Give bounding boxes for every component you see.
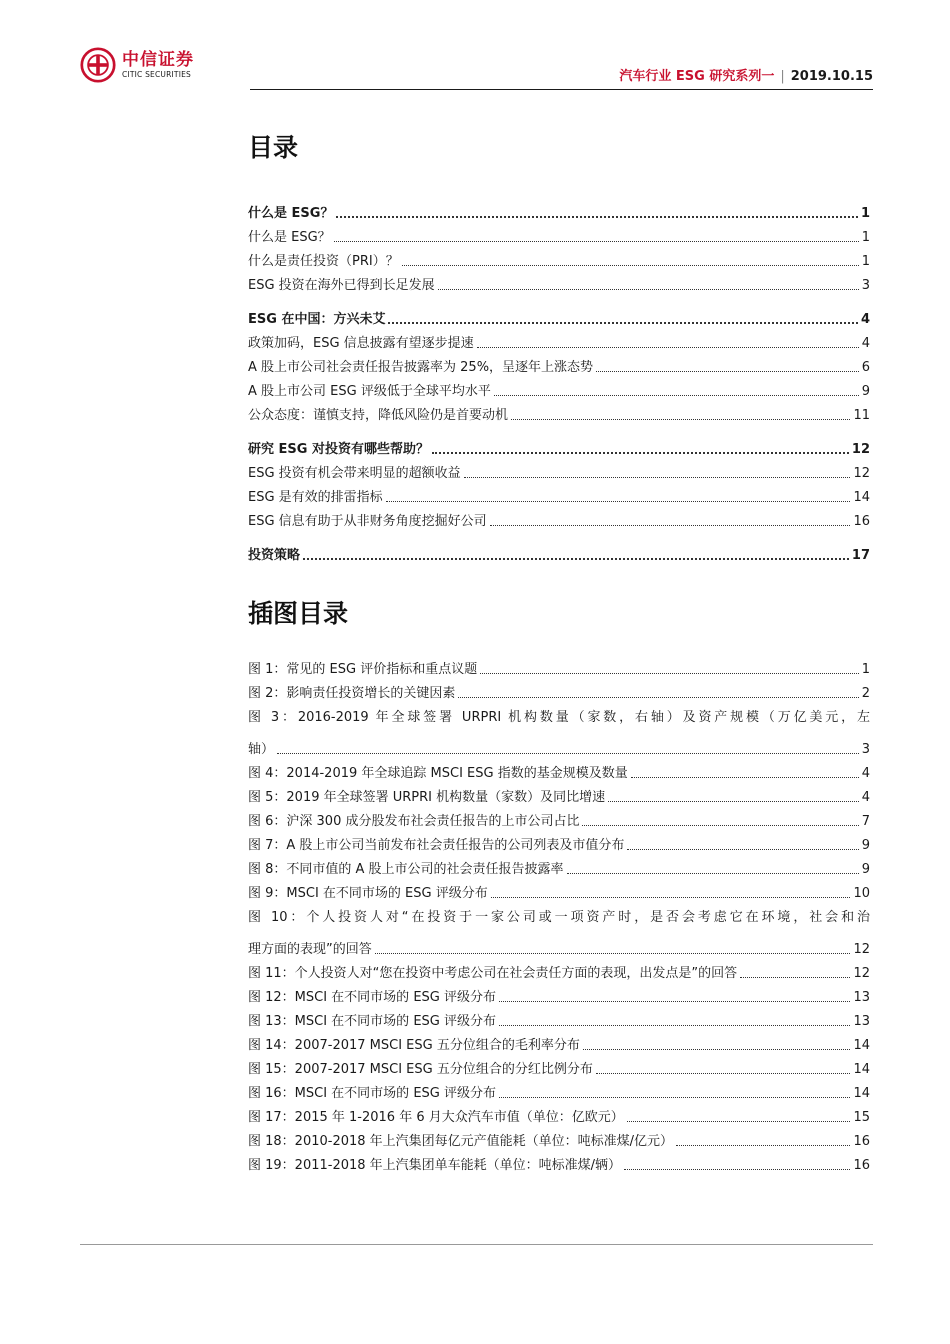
- toc-entry-page: 9: [861, 384, 870, 399]
- toc-leader-dots: [336, 216, 858, 218]
- figure-entry[interactable]: [248, 1102, 870, 1126]
- toc-entry-label: 图 18：2010-2018 年上汽集团每亿元产值能耗（单位：吨标准煤/亿元）: [248, 1134, 674, 1149]
- toc-entry-page: 4: [861, 790, 870, 805]
- toc-entry-label: 图 5：2019 年全球签署 URPRI 机构数量（家数）及同比增速: [248, 790, 606, 805]
- toc-leader-dots: [494, 395, 859, 396]
- toc-entry-page: 16: [853, 1134, 870, 1149]
- toc-leader-dots: [480, 673, 859, 674]
- toc-leader-dots: [432, 452, 849, 454]
- toc-entry-page: 13: [853, 990, 870, 1005]
- toc-entry-label: A 股上市公司 ESG 评级低于全球平均水平: [248, 384, 491, 399]
- toc-leader-dots: [511, 419, 850, 420]
- toc-entry-page: 9: [861, 862, 870, 877]
- toc-leader-dots: [583, 1049, 851, 1050]
- toc-leader-dots: [303, 558, 849, 560]
- toc-entry-label: 图 13：MSCI 在不同市场的 ESG 评级分布: [248, 1014, 496, 1029]
- toc-entry-page: 4: [861, 336, 870, 351]
- toc-entry-label: ESG 投资在海外已得到长足发展: [248, 278, 435, 293]
- figure-entry[interactable]: [248, 1078, 870, 1102]
- toc-entry-label: 研究 ESG 对投资有哪些帮助？: [248, 442, 429, 457]
- toc-entry-label: A 股上市公司社会责任报告披露率为 25%，呈逐年上涨态势: [248, 360, 594, 375]
- toc-entry-label: 什么是 ESG？: [248, 230, 331, 245]
- report-title: 汽车行业 ESG 研究系列一: [619, 69, 775, 84]
- figure-entry[interactable]: [248, 878, 870, 902]
- toc-entry-page: 12: [853, 942, 870, 957]
- toc-entry-page: 11: [853, 408, 870, 423]
- toc-entry-page: 14: [853, 1038, 870, 1053]
- figure-entry[interactable]: [248, 830, 870, 854]
- toc-entry-page: 3: [861, 278, 870, 293]
- toc-section-entry[interactable]: [248, 540, 870, 564]
- toc-entry-label: 图 16：MSCI 在不同市场的 ESG 评级分布: [248, 1086, 496, 1101]
- toc-entry-page: 16: [853, 514, 870, 529]
- toc-group-gap: [248, 530, 870, 540]
- toc-entry[interactable]: [248, 506, 870, 530]
- figure-entry[interactable]: [248, 758, 870, 782]
- toc-entry-page: 9: [861, 838, 870, 853]
- toc-leader-dots: [438, 289, 859, 290]
- figure-entry[interactable]: [248, 1006, 870, 1030]
- toc-entry-label: 图 8：不同市值的 A 股上市公司的社会责任报告披露率: [248, 862, 564, 877]
- report-meta: [619, 65, 873, 84]
- toc-leader-dots: [458, 697, 858, 698]
- logo-en: CITIC SECURITIES: [122, 70, 192, 79]
- toc-leader-dots: [676, 1145, 850, 1146]
- toc-entry-label: 轴）: [248, 742, 275, 757]
- report-date: 2019.10.15: [790, 69, 873, 84]
- toc-leader-dots: [627, 849, 858, 850]
- toc-entry-page: 3: [861, 742, 870, 757]
- toc-leader-dots: [582, 825, 858, 826]
- figure-entry[interactable]: [248, 1150, 870, 1174]
- figure-entry-line1: 图 10：个人投资人对“在投资于一家公司或一项资产时，是否会考虑它在环境，社会和治: [248, 910, 870, 925]
- figure-entry[interactable]: [248, 958, 870, 982]
- toc-entry-page: 4: [860, 312, 870, 327]
- header-separator: |: [780, 69, 785, 84]
- header-divider: [250, 89, 873, 90]
- figure-entry[interactable]: [248, 702, 870, 758]
- toc-leader-dots: [596, 371, 859, 372]
- toc-entry-label: ESG 是有效的排雷指标: [248, 490, 383, 505]
- toc-entry-page: 1: [861, 254, 870, 269]
- toc-entry-page: 14: [853, 1086, 870, 1101]
- toc-entry-page: 17: [851, 548, 870, 563]
- toc-entry-label: 什么是责任投资（PRI）？: [248, 254, 399, 269]
- toc-entry-label: 图 15：2007-2017 MSCI ESG 五分位组合的分红比例分布: [248, 1062, 593, 1077]
- toc-entry-page: 13: [853, 1014, 870, 1029]
- toc-leader-dots: [567, 873, 859, 874]
- toc-entry-page: 10: [853, 886, 870, 901]
- page-header: [80, 40, 873, 92]
- toc-entry-page: 7: [861, 814, 870, 829]
- toc-entry-page: 12: [853, 966, 870, 981]
- toc-entry-page: 1: [861, 662, 870, 677]
- toc-entry-label: ESG 投资有机会带来明显的超额收益: [248, 466, 461, 481]
- toc-entry-label: ESG 在中国：方兴未艾: [248, 312, 386, 327]
- toc-entry-label: 图 2：影响责任投资增长的关键因素: [248, 686, 456, 701]
- toc-entry-page: 12: [851, 442, 870, 457]
- toc-leader-dots: [499, 1025, 850, 1026]
- company-logo: [80, 47, 194, 83]
- figure-entry-line1: 图 3：2016-2019 年全球签署 URPRI 机构数量（家数，右轴）及资产规模（万亿美元，左: [248, 710, 870, 725]
- figure-entry[interactable]: [248, 902, 870, 958]
- toc-entry-label: ESG 信息有助于从非财务角度挖掘好公司: [248, 514, 487, 529]
- toc-entry-label: 图 19：2011-2018 年上汽集团单车能耗（单位：吨标准煤/辆）: [248, 1158, 622, 1173]
- toc-leader-dots: [631, 777, 859, 778]
- toc-entry-page: 6: [861, 360, 870, 375]
- toc-entry-label: 图 12：MSCI 在不同市场的 ESG 评级分布: [248, 990, 496, 1005]
- toc-entry-label: 图 14：2007-2017 MSCI ESG 五分位组合的毛利率分布: [248, 1038, 580, 1053]
- toc-leader-dots: [386, 501, 851, 502]
- toc-entry-label: 图 6：沪深 300 成分股发布社会责任报告的上市公司占比: [248, 814, 580, 829]
- figures-list: [248, 654, 870, 1174]
- toc-entry-page: 15: [853, 1110, 870, 1125]
- toc-group-gap: [248, 424, 870, 434]
- toc-entry-label: 理方面的表现”的回答: [248, 942, 372, 957]
- logo-cn: 中信证券: [122, 50, 194, 70]
- toc-entry-label: 什么是 ESG？: [248, 206, 334, 221]
- toc-entry-label: 图 9：MSCI 在不同市场的 ESG 评级分布: [248, 886, 488, 901]
- toc-section-entry[interactable]: [248, 434, 870, 458]
- toc-section-entry[interactable]: [248, 304, 870, 328]
- toc-entry-label: 图 17：2015 年 1-2016 年 6 月大众汽车市值（单位：亿欧元）: [248, 1110, 624, 1125]
- toc-leader-dots: [464, 477, 851, 478]
- toc-entry-page: 14: [853, 490, 870, 505]
- figure-entry[interactable]: [248, 982, 870, 1006]
- toc-entry-label: 图 11：个人投资人对“您在投资中考虑公司在社会责任方面的表现，出发点是”的回答: [248, 966, 738, 981]
- toc-leader-dots: [499, 1097, 850, 1098]
- figure-entry[interactable]: [248, 782, 870, 806]
- figure-entry[interactable]: [248, 654, 870, 678]
- toc-entry[interactable]: [248, 482, 870, 506]
- toc-entry-label: 投资策略: [248, 548, 301, 563]
- toc-list: [248, 198, 870, 564]
- toc-entry[interactable]: [248, 222, 870, 246]
- toc-entry-page: 16: [853, 1158, 870, 1173]
- toc-leader-dots: [277, 753, 859, 754]
- toc-entry-page: 1: [860, 206, 870, 221]
- toc-entry[interactable]: [248, 270, 870, 294]
- toc-entry-page: 2: [861, 686, 870, 701]
- toc-entry-label: 图 1：常见的 ESG 评价指标和重点议题: [248, 662, 478, 677]
- citic-logo-icon: [80, 47, 116, 83]
- toc-entry[interactable]: [248, 246, 870, 270]
- figure-entry[interactable]: [248, 1054, 870, 1078]
- toc-title: 目录: [248, 133, 299, 162]
- toc-leader-dots: [477, 347, 859, 348]
- toc-entry[interactable]: [248, 400, 870, 424]
- figures-title: 插图目录: [248, 599, 349, 628]
- toc-entry[interactable]: [248, 352, 870, 376]
- toc-leader-dots: [375, 953, 851, 954]
- toc-entry-label: 图 7：A 股上市公司当前发布社会责任报告的公司列表及市值分布: [248, 838, 625, 853]
- toc-entry-page: 12: [853, 466, 870, 481]
- toc-leader-dots: [491, 897, 851, 898]
- figure-entry[interactable]: [248, 1030, 870, 1054]
- toc-leader-dots: [499, 1001, 850, 1002]
- toc-leader-dots: [490, 525, 851, 526]
- figure-entry[interactable]: [248, 678, 870, 702]
- toc-entry-page: 1: [861, 230, 870, 245]
- figure-entry[interactable]: [248, 1126, 870, 1150]
- toc-entry-page: 4: [861, 766, 870, 781]
- toc-section-entry[interactable]: [248, 198, 870, 222]
- figure-entry[interactable]: [248, 806, 870, 830]
- toc-group-gap: [248, 294, 870, 304]
- toc-leader-dots: [627, 1121, 851, 1122]
- toc-leader-dots: [334, 241, 859, 242]
- footer-divider: [80, 1244, 873, 1245]
- figure-entry[interactable]: [248, 854, 870, 878]
- toc-leader-dots: [388, 322, 858, 324]
- toc-leader-dots: [596, 1073, 851, 1074]
- toc-entry[interactable]: [248, 376, 870, 400]
- toc-entry-label: 公众态度：谨慎支持，降低风险仍是首要动机: [248, 408, 509, 423]
- toc-leader-dots: [624, 1169, 850, 1170]
- toc-entry[interactable]: [248, 458, 870, 482]
- toc-entry-label: 图 4：2014-2019 年全球追踪 MSCI ESG 指数的基金规模及数量: [248, 766, 628, 781]
- toc-entry[interactable]: [248, 328, 870, 352]
- toc-leader-dots: [402, 265, 859, 266]
- toc-entry-page: 14: [853, 1062, 870, 1077]
- figure-entry-line2: [248, 734, 870, 758]
- toc-entry-label: 政策加码，ESG 信息披露有望逐步提速: [248, 336, 474, 351]
- figure-entry-line2: [248, 934, 870, 958]
- toc-leader-dots: [740, 977, 850, 978]
- toc-leader-dots: [608, 801, 859, 802]
